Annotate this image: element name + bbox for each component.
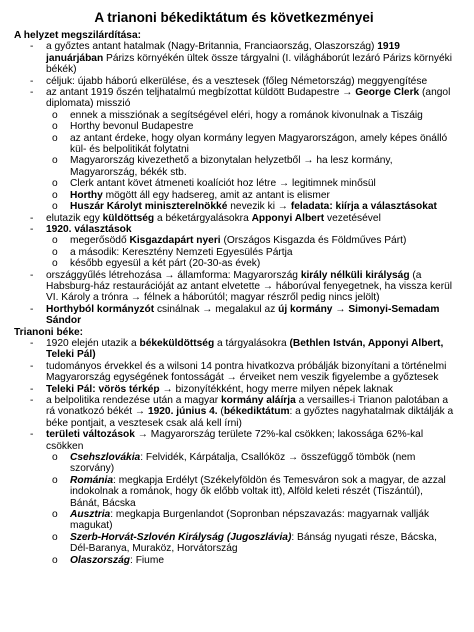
list-item: - területi változások → Magyarország területe 72%-kal csökken; lakossága 62%-kal csökken — [30, 429, 424, 452]
list-item: o Románia: megkapja Erdélyt (Székelyföldön és Temesváron sok a magyar, de azzal indokolnak a románok, hogy ők előbb voltak itt), Alföld keleti részét (Tiszántúl), Bánát, Bácska — [52, 474, 446, 509]
list-item: o később egyesül a két párt (20-30-as évek) — [52, 258, 261, 270]
list-item: o ennek a missziónak a segítségével eléri, hogy a románok kivonulnak a Tiszáig — [52, 109, 423, 121]
section1-list — [14, 41, 454, 109]
list-item: o Horthy mögött áll egy hadsereg, amit az antant is elismer — [52, 189, 330, 201]
list-item: - tudományos érvekkel és a wilsoni 14 pontra hivatkozva próbálják bizonyítani a történelmi Magyarország egységének fontosságát → érveiket nem veszik figyelembe a győztesek — [30, 360, 447, 384]
list-item: - Teleki Pál: vörös térkép → bizonyítékként, hogy merre milyen népek laknak — [30, 383, 393, 395]
list-item: o Csehszlovákia: Felvidék, Kárpátalja, Csallóköz → összefüggő tömbök (nem szorvány) — [52, 452, 416, 475]
list-item: - országgyűlés létrehozása → államforma: Magyarország király nélküli királyság (a Habsburg-ház restaurációját az antant elvetette → háborúval fenyegetnek, ha vissza kerül VI. Károly a trónra → félnek a háborútól; magyar részről pedig nincs jelölt) — [30, 269, 453, 304]
clerk-sublist — [14, 110, 454, 213]
list-item: o megerősödő Kisgazdapárt nyeri (Országos Kisgazda és Földműves Párt) — [52, 235, 407, 247]
list-item: o a második: Keresztény Nemzeti Egyesülés Pártja — [52, 246, 293, 258]
list-item: - Horthyból kormányzót csinálnak → megalakul az új kormány → Simonyi-Semadam Sándor — [30, 303, 440, 327]
elections-sublist — [14, 235, 454, 269]
list-item: o Szerb-Horvát-Szlovén Királyság (Jugoszlávia): Bánság nyugati része, Bácska, Dél-Baranya, Muraköz, Horvátország — [52, 531, 437, 555]
list-item: - 1920 elején utazik a békeküldöttség a tárgyalásokra (Bethlen István, Apponyi Albert, Teleki Pál) — [30, 337, 444, 361]
document-title: A trianoni békediktátum és következményei — [94, 10, 374, 25]
list-item: - az antant 1919 őszén teljhatalmú megbízottat küldött Budapestre → George Clerk (angol diplomata) misszió — [30, 87, 451, 110]
list-item: o Ausztria: megkapja Burgenlandot (Sopronban népszavazás: magyarnak vallják magukat) — [52, 509, 430, 532]
section-heading-situation: A helyzet megszilárdítása: — [14, 30, 142, 41]
list-item: o Huszár Károlyt miniszterelnökké nevezik ki → feladata: kiírja a választásokat — [52, 201, 437, 213]
list-item: o Olaszország: Fiume — [52, 554, 164, 566]
list-item: o Clerk antant követ átmeneti koalíciót hoz létre → legitimnek minősül — [52, 178, 376, 190]
list-item: - 1920. választások — [30, 223, 132, 235]
list-item: o az antant érdeke, hogy olyan kormány legyen Magyarországon, amely képes önálló kül- és belpolitikát folytatni — [52, 132, 448, 156]
list-item: - elutazik egy küldöttség a béketárgyalásokra Apponyi Albert vezetésével — [30, 212, 381, 224]
territory-sublist — [14, 452, 454, 566]
list-item: o Horthy bevonul Budapestre — [52, 121, 194, 133]
list-item: - a győztes antant hatalmak (Nagy-Britannia, Franciaország, Olaszország) 1919 januárjában Párizs környékén ültek össze tárgyalni (I. világháborút lezáró Párizs környéki békék) — [30, 41, 452, 76]
list-item: o Magyarország kivezethető a bizonytalan helyzetből → ha lesz kormány, Magyarország, békék stb. — [52, 155, 393, 178]
section-heading-trianon: Trianoni béke: — [14, 326, 84, 338]
list-item: - céljuk: újabb háború elkerülése, és a vesztesek (főleg Németország) meggyengítése — [30, 75, 428, 87]
list-item: - a belpolitika rendezése után a magyar kormány aláírja a versailles-i Trianon palotában a rá vonatkozó békét → 1920. június 4. (békediktátum: a győztes nagyhatalmak diktálják a béke pontjait, a vesztesek csak alá kell írni) — [30, 395, 454, 429]
section2-list — [14, 338, 454, 452]
